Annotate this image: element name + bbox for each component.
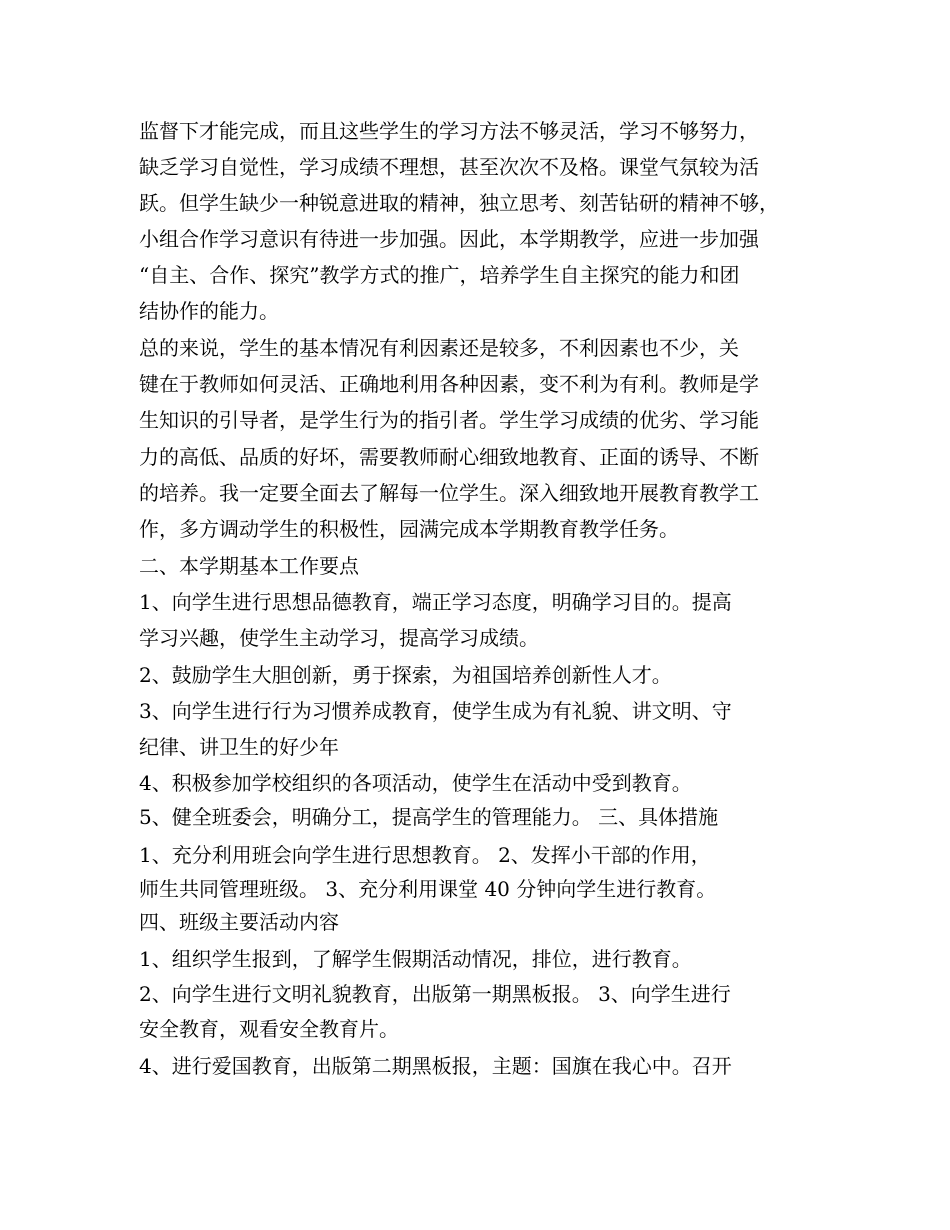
text-line: 四、班级主要活动内容 bbox=[139, 910, 339, 934]
text-line: 键在于教师如何灵活、正确地利用各种因素，变不利为有利。教师是学 bbox=[139, 372, 759, 396]
text-line: 3、向学生进行行为习惯养成教育，使学生成为有礼貌、讲文明、守 bbox=[139, 699, 732, 723]
text-line: 学习兴趣，使学生主动学习，提高学习成绩。 bbox=[139, 626, 539, 650]
text-line: 结协作的能力。 bbox=[139, 299, 279, 323]
text-line: 5、健全班委会，明确分工，提高学生的管理能力。 三、具体措施 bbox=[139, 805, 719, 829]
text-line: 生知识的引导者，是学生行为的指引者。学生学习成绩的优劣、学习能 bbox=[139, 408, 759, 432]
text-line: 跃。但学生缺少一种锐意进取的精神，独立思考、刻苦钻研的精神不够， bbox=[139, 191, 779, 215]
text-line: 4、进行爱国教育，出版第二期黑板报，主题：国旗在我心中。召开 bbox=[139, 1054, 732, 1078]
text-line: 总的来说，学生的基本情况有利因素还是较多，不利因素也不少，关 bbox=[139, 336, 739, 360]
text-line: 2、向学生进行文明礼貌教育，出版第一期黑板报。 3、向学生进行 bbox=[139, 982, 731, 1006]
text-line: 作，多方调动学生的积极性，园满完成本学期教育教学任务。 bbox=[139, 517, 679, 541]
text-line: 师生共同管理班级。 3、充分利用课堂 40 分钟向学生进行教育。 bbox=[139, 877, 717, 901]
text-line: 监督下才能完成，而且这些学生的学习方法不够灵活，学习不够努力， bbox=[139, 119, 759, 143]
text-line: 纪律、讲卫生的好少年 bbox=[139, 735, 339, 759]
text-line: 4、积极参加学校组织的各项活动，使学生在活动中受到教育。 bbox=[139, 771, 692, 795]
text-line: 2、鼓励学生大胆创新，勇于探索，为祖国培养创新性人才。 bbox=[139, 663, 672, 687]
text-line: 1、向学生进行思想品德教育，端正学习态度，明确学习目的。提高 bbox=[139, 590, 732, 614]
text-line: 1、组织学生报到，了解学生假期活动情况，排位，进行教育。 bbox=[139, 947, 692, 971]
text-line: 二、本学期基本工作要点 bbox=[139, 554, 359, 578]
text-line: 1、充分利用班会向学生进行思想教育。 2、发挥小干部的作用， bbox=[139, 843, 711, 867]
text-line: 安全教育，观看安全教育片。 bbox=[139, 1017, 399, 1041]
text-line: “自主、合作、探究”教学方式的推广，培养学生自主探究的能力和团 bbox=[139, 263, 740, 287]
text-line: 力的高低、品质的好坏，需要教师耐心细致地教育、正面的诱导、不断 bbox=[139, 445, 759, 469]
text-line: 的培养。我一定要全面去了解每一位学生。深入细致地开展教育教学工 bbox=[139, 481, 759, 505]
text-line: 缺乏学习自觉性，学习成绩不理想，甚至次次不及格。课堂气氛较为活 bbox=[139, 155, 759, 179]
text-line: 小组合作学习意识有待进一步加强。因此，本学期教学，应进一步加强 bbox=[139, 227, 759, 251]
